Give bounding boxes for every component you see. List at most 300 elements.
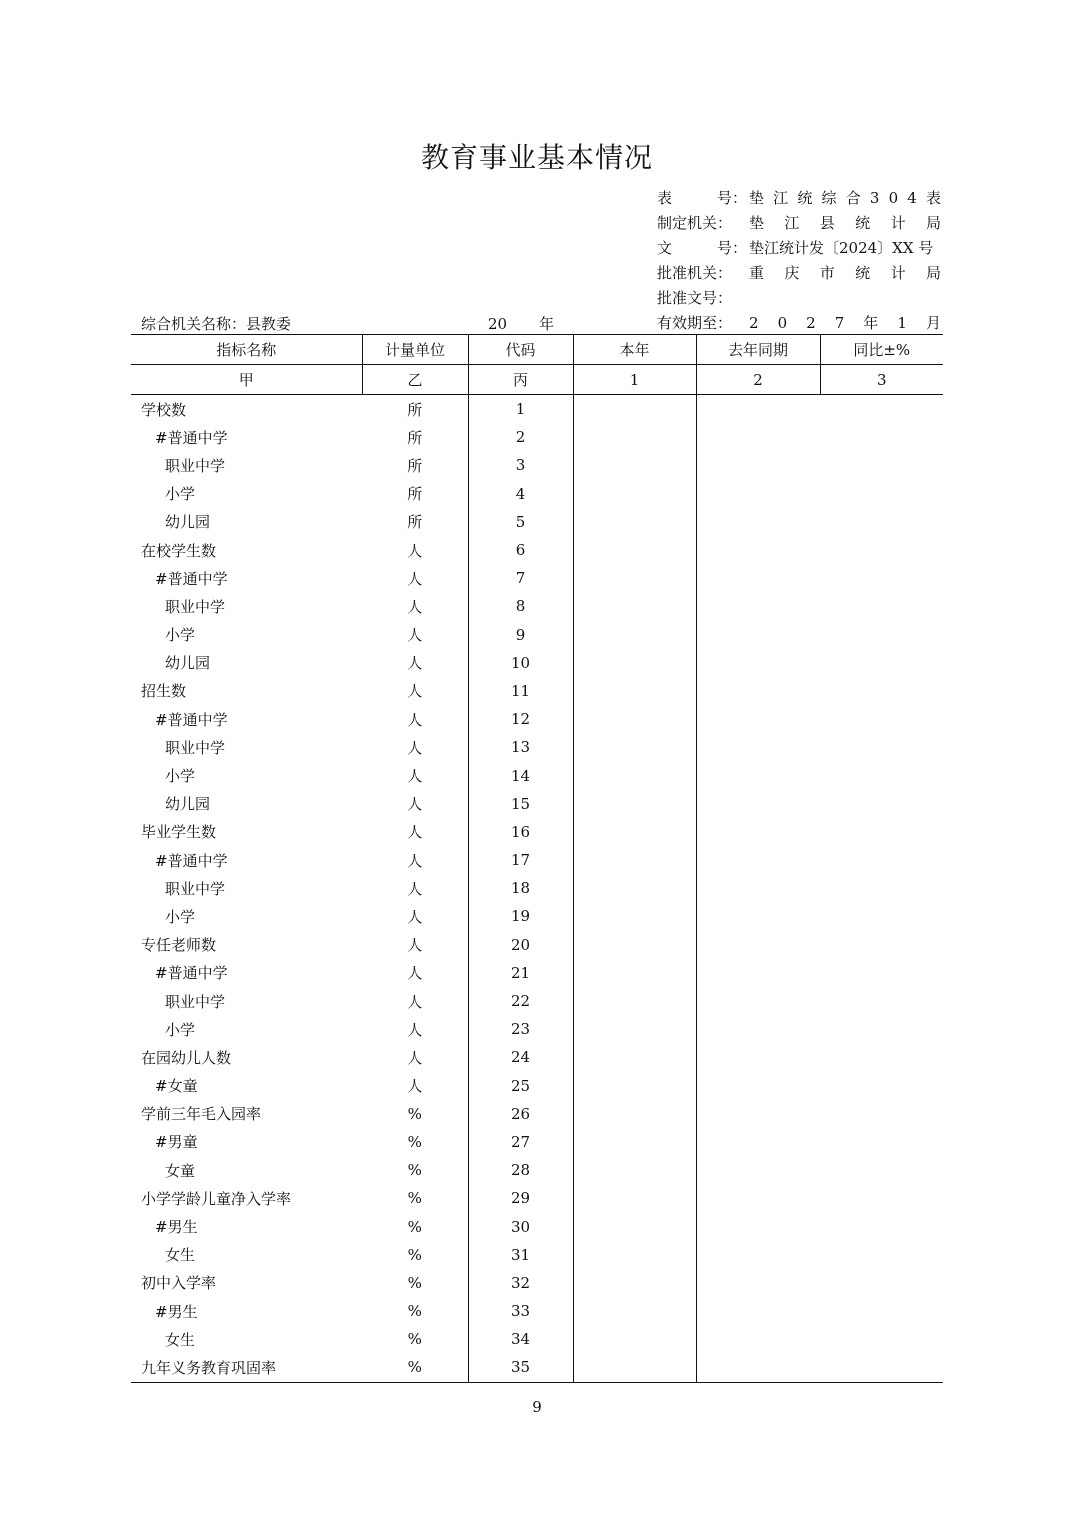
meta-value-part: 计 (890, 214, 906, 232)
indicator-name-cell: #普通中学 (155, 428, 228, 447)
this-year-cell (573, 451, 696, 479)
indicator-name-cell: 学前三年毛入园率 (141, 1105, 262, 1124)
yoy-cell (820, 902, 943, 930)
this-year-cell (573, 959, 696, 987)
yoy-cell (820, 592, 943, 620)
yoy-cell (820, 564, 943, 592)
meta-label (657, 311, 747, 335)
meta-value-part: 庆 (784, 264, 800, 282)
unit-cell: 人 (407, 710, 423, 729)
yoy-cell (820, 1184, 943, 1212)
code-cell: 5 (468, 508, 573, 536)
this-year-cell (573, 1156, 696, 1184)
meta-value-part: 1 (897, 314, 907, 332)
last-year-cell (696, 423, 820, 451)
last-year-cell (696, 621, 820, 649)
header-indicator-name: 指标名称 (131, 335, 362, 365)
code-cell: 25 (468, 1072, 573, 1100)
indicator-name-cell: 女童 (165, 1161, 196, 1180)
code-cell: 30 (468, 1212, 573, 1240)
yoy-cell (820, 931, 943, 959)
last-year-cell (696, 1184, 820, 1212)
unit-cell: 人 (407, 795, 423, 814)
unit-cell: % (407, 1217, 422, 1236)
this-year-cell (573, 1212, 696, 1240)
yoy-cell (820, 846, 943, 874)
meta-row (657, 186, 941, 210)
meta-value-part: 综 (821, 189, 837, 207)
code-cell: 2 (468, 423, 573, 451)
table-row (131, 423, 943, 451)
yoy-cell (820, 1269, 943, 1297)
meta-label-part: 批准文号： (657, 289, 733, 307)
table-row (131, 1100, 943, 1128)
meta-row (657, 286, 941, 310)
table-row (131, 621, 943, 649)
table-row (131, 677, 943, 705)
yoy-cell (820, 1100, 943, 1128)
last-year-cell (696, 902, 820, 930)
code-cell: 29 (468, 1184, 573, 1212)
last-year-cell (696, 1353, 820, 1382)
indicator-name-cell: 小学学龄儿童净入学率 (141, 1189, 292, 1208)
table-row (131, 790, 943, 818)
indicator-name-cell: 学校数 (141, 400, 187, 419)
meta-value (749, 311, 941, 335)
yoy-cell (820, 790, 943, 818)
table-row (131, 1269, 943, 1297)
yoy-cell (820, 705, 943, 733)
last-year-cell (696, 1297, 820, 1325)
table-row (131, 1212, 943, 1240)
code-cell: 3 (468, 451, 573, 479)
unit-cell: 人 (407, 936, 423, 955)
code-cell: 35 (468, 1353, 573, 1382)
code-cell: 18 (468, 874, 573, 902)
meta-value-part: 计 (890, 264, 906, 282)
meta-label-part: 号： (716, 189, 747, 207)
yoy-cell (820, 1128, 943, 1156)
yoy-cell (820, 508, 943, 536)
this-year-cell (573, 1269, 696, 1297)
this-year-cell (573, 1297, 696, 1325)
header-last-year: 去年同期 (696, 335, 820, 365)
table-row (131, 1043, 943, 1071)
indicator-name-cell: 职业中学 (165, 597, 226, 616)
unit-cell: 人 (407, 992, 423, 1011)
last-year-cell (696, 451, 820, 479)
yoy-cell (820, 1015, 943, 1043)
indicator-name-cell: 小学 (165, 767, 196, 786)
table-body (131, 395, 943, 1383)
header-this-year: 本年 (573, 335, 696, 365)
indicator-name-cell: 职业中学 (165, 456, 226, 475)
meta-row (657, 311, 941, 335)
unit-cell: 人 (407, 738, 423, 757)
this-year-cell (573, 536, 696, 564)
table-row (131, 1184, 943, 1212)
yoy-cell (820, 818, 943, 846)
meta-value (749, 186, 941, 210)
table-row (131, 1241, 943, 1269)
yoy-cell (820, 423, 943, 451)
table-row (131, 733, 943, 761)
unit-cell: % (407, 1189, 422, 1208)
this-year-cell (573, 1184, 696, 1212)
this-year-cell (573, 733, 696, 761)
meta-value-part: 2 (749, 314, 759, 332)
this-year-cell (573, 1325, 696, 1353)
unit-cell: 人 (407, 1020, 423, 1039)
page-title: 教育事业基本情况 (420, 141, 653, 174)
meta-value (749, 211, 941, 235)
meta-value-part: 2 (806, 314, 816, 332)
indicator-name-cell: 在校学生数 (141, 541, 217, 560)
meta-label-part: 号： (716, 239, 747, 257)
yoy-cell (820, 1297, 943, 1325)
unit-cell: % (407, 1104, 422, 1123)
last-year-cell (696, 733, 820, 761)
unit-cell: 人 (407, 879, 423, 898)
this-year-cell (573, 1043, 696, 1071)
this-year-cell (573, 761, 696, 789)
last-year-cell (696, 818, 820, 846)
header-yoy: 同比±% (820, 335, 943, 365)
table-row (131, 1072, 943, 1100)
unit-cell: 人 (407, 823, 423, 842)
this-year-cell (573, 480, 696, 508)
indicator-name-cell: 在园幼儿人数 (141, 1048, 232, 1067)
last-year-cell (696, 1269, 820, 1297)
last-year-cell (696, 846, 820, 874)
subheader-col-1: 1 (573, 365, 696, 395)
year-prefix: 20 (488, 315, 508, 333)
indicator-name-cell: 九年义务教育巩固率 (131, 1353, 362, 1382)
code-cell: 22 (468, 987, 573, 1015)
meta-value-part: 年 (863, 314, 879, 332)
table-row (131, 536, 943, 564)
last-year-cell (696, 705, 820, 733)
this-year-cell (573, 846, 696, 874)
subheader-yi: 乙 (362, 365, 468, 395)
last-year-cell (696, 592, 820, 620)
indicator-name-cell: 职业中学 (165, 992, 226, 1011)
unit-cell: % (407, 1245, 422, 1264)
indicator-name-cell: 幼儿园 (165, 795, 211, 814)
meta-label-part: 制定机关： (657, 214, 733, 232)
table-row (131, 902, 943, 930)
header-code: 代码 (468, 335, 573, 365)
this-year-cell (573, 1100, 696, 1128)
last-year-cell (696, 564, 820, 592)
last-year-cell (696, 1015, 820, 1043)
this-year-cell (573, 592, 696, 620)
table-row (131, 1353, 943, 1382)
header-unit: 计量单位 (362, 335, 468, 365)
yoy-cell (820, 1325, 943, 1353)
code-cell: 10 (468, 649, 573, 677)
last-year-cell (696, 874, 820, 902)
this-year-cell (573, 564, 696, 592)
code-cell: 33 (468, 1297, 573, 1325)
meta-value-part: 局 (925, 264, 941, 282)
code-cell: 4 (468, 480, 573, 508)
last-year-cell (696, 790, 820, 818)
this-year-cell (573, 931, 696, 959)
last-year-cell (696, 931, 820, 959)
this-year-cell (573, 508, 696, 536)
code-cell: 6 (468, 536, 573, 564)
code-cell: 23 (468, 1015, 573, 1043)
indicator-name-cell: 职业中学 (165, 738, 226, 757)
table-row (131, 508, 943, 536)
yoy-cell (820, 395, 943, 424)
last-year-cell (696, 536, 820, 564)
indicator-name-cell: #男童 (155, 1133, 198, 1152)
meta-value-part: 合 (845, 189, 861, 207)
indicator-name-cell: 职业中学 (165, 879, 226, 898)
table-row (131, 874, 943, 902)
table-row (131, 451, 943, 479)
unit-cell: 所 (407, 456, 423, 475)
indicator-name-cell: 女生 (165, 1246, 196, 1265)
table-row (131, 1015, 943, 1043)
unit-cell: 人 (407, 654, 423, 673)
meta-label (657, 186, 747, 210)
unit-cell: 人 (407, 682, 423, 701)
meta-value-part: 垫江统计发〔2024〕XX 号 (749, 239, 934, 257)
this-year-cell (573, 902, 696, 930)
code-cell: 11 (468, 677, 573, 705)
meta-label-part: 表 (657, 189, 673, 207)
indicator-name-cell: 小学 (165, 1020, 196, 1039)
yoy-cell (820, 987, 943, 1015)
meta-row (657, 261, 941, 285)
code-cell: 28 (468, 1156, 573, 1184)
organization-label: 综合机关名称：县教委 (141, 315, 292, 333)
this-year-cell (573, 1353, 696, 1382)
unit-cell: 所 (407, 428, 423, 447)
indicator-name-cell: 小学 (165, 485, 196, 504)
meta-value-part: 局 (925, 214, 941, 232)
last-year-cell (696, 1100, 820, 1128)
meta-label (657, 261, 747, 285)
meta-value-part: 县 (819, 214, 835, 232)
indicator-name-cell: 小学 (165, 907, 196, 926)
last-year-cell (696, 1128, 820, 1156)
last-year-cell (696, 1043, 820, 1071)
yoy-cell (820, 480, 943, 508)
last-year-cell (696, 1241, 820, 1269)
indicator-name-cell: 毕业学生数 (141, 823, 217, 842)
yoy-cell (820, 536, 943, 564)
yoy-cell (820, 1043, 943, 1071)
meta-value-part: 市 (819, 264, 835, 282)
page-number: 9 (532, 1398, 542, 1416)
meta-value (749, 261, 941, 285)
code-cell: 17 (468, 846, 573, 874)
indicator-name-cell: #男生 (155, 1302, 198, 1321)
yoy-cell (820, 1241, 943, 1269)
yoy-cell (820, 1072, 943, 1100)
code-cell: 19 (468, 902, 573, 930)
unit-cell: 人 (407, 964, 423, 983)
meta-value-part: 统 (855, 214, 871, 232)
meta-value-part: 3 (869, 189, 880, 207)
statistics-table (131, 334, 943, 1383)
last-year-cell (696, 480, 820, 508)
table-row (131, 1297, 943, 1325)
yoy-cell (820, 959, 943, 987)
last-year-cell (696, 508, 820, 536)
this-year-cell (573, 1072, 696, 1100)
this-year-cell (573, 987, 696, 1015)
last-year-cell (696, 1325, 820, 1353)
unit-cell: 所 (407, 485, 423, 504)
table-row (131, 1156, 943, 1184)
code-cell: 32 (468, 1269, 573, 1297)
table-row (131, 592, 943, 620)
last-year-cell (696, 959, 820, 987)
table-row (131, 761, 943, 789)
table-row (131, 987, 943, 1015)
indicator-name-cell: #普通中学 (155, 851, 228, 870)
this-year-cell (573, 790, 696, 818)
this-year-cell (573, 705, 696, 733)
unit-cell: 人 (407, 541, 423, 560)
header-row (131, 335, 943, 365)
unit-cell: % (407, 1161, 422, 1180)
last-year-cell (696, 1156, 820, 1184)
last-year-cell (696, 987, 820, 1015)
meta-label-part: 有效期至： (657, 314, 733, 332)
unit-cell: % (407, 1273, 422, 1292)
meta-value-part: 表 (925, 189, 941, 207)
indicator-name-cell: 幼儿园 (165, 654, 211, 673)
code-cell: 21 (468, 959, 573, 987)
last-year-cell (696, 1072, 820, 1100)
indicator-name-cell: #普通中学 (155, 964, 228, 983)
last-year-cell (696, 395, 820, 424)
this-year-cell (573, 1128, 696, 1156)
table-row (131, 649, 943, 677)
unit-cell: 人 (407, 767, 423, 786)
table-row (131, 931, 943, 959)
this-year-cell (573, 423, 696, 451)
report-year (488, 313, 554, 334)
meta-value-part: 4 (907, 189, 917, 207)
meta-value-part: 统 (797, 189, 813, 207)
table-row (131, 846, 943, 874)
code-cell: 15 (468, 790, 573, 818)
this-year-cell (573, 874, 696, 902)
indicator-name-cell: #普通中学 (155, 569, 228, 588)
code-cell: 14 (468, 761, 573, 789)
meta-value-part: 重 (749, 264, 765, 282)
this-year-cell (573, 1241, 696, 1269)
meta-value-part: 月 (925, 314, 941, 332)
this-year-cell (573, 621, 696, 649)
meta-value-part: 江 (784, 214, 800, 232)
code-cell: 31 (468, 1241, 573, 1269)
table-row (131, 1325, 943, 1353)
unit-cell: 人 (407, 569, 423, 588)
table-row (131, 818, 943, 846)
unit-cell: % (407, 1330, 422, 1349)
yoy-cell (820, 874, 943, 902)
table-row (131, 395, 943, 424)
meta-value-part: 垫 (749, 214, 765, 232)
yoy-cell (820, 1212, 943, 1240)
subheader-col-2: 2 (696, 365, 820, 395)
indicator-name-cell: #女童 (155, 1077, 198, 1096)
indicator-name-cell: 初中入学率 (141, 1274, 217, 1293)
unit-cell: 人 (407, 907, 423, 926)
code-cell: 12 (468, 705, 573, 733)
code-cell: 16 (468, 818, 573, 846)
meta-label-part: 批准机关： (657, 264, 733, 282)
indicator-name-cell: 招生数 (141, 682, 187, 701)
meta-value-part: 垫 (749, 189, 765, 207)
indicator-name-cell: 小学 (165, 626, 196, 645)
table-row (131, 480, 943, 508)
indicator-name-cell: 幼儿园 (165, 513, 211, 532)
unit-cell: % (362, 1353, 468, 1382)
subheader-jia: 甲 (131, 365, 362, 395)
this-year-cell (573, 649, 696, 677)
yoy-cell (820, 621, 943, 649)
code-cell: 20 (468, 931, 573, 959)
meta-label (657, 286, 747, 310)
unit-cell: 人 (407, 597, 423, 616)
yoy-cell (820, 761, 943, 789)
meta-value-part: 统 (855, 264, 871, 282)
unit-cell: % (407, 1132, 422, 1151)
last-year-cell (696, 1212, 820, 1240)
meta-value-part: 江 (773, 189, 789, 207)
meta-label-part: 文 (657, 239, 673, 257)
unit-cell: % (407, 1302, 422, 1321)
subheader-col-3: 3 (820, 365, 943, 395)
code-cell: 26 (468, 1100, 573, 1128)
meta-label (657, 236, 747, 260)
year-suffix: 年 (539, 315, 555, 333)
code-cell: 34 (468, 1325, 573, 1353)
meta-value-part: 0 (888, 189, 899, 207)
yoy-cell (820, 677, 943, 705)
unit-cell: 所 (407, 513, 423, 532)
meta-label (657, 211, 747, 235)
unit-cell: 人 (407, 1077, 423, 1096)
code-cell: 7 (468, 564, 573, 592)
yoy-cell (820, 1353, 943, 1382)
table-row (131, 705, 943, 733)
code-cell: 1 (468, 395, 573, 424)
indicator-name-cell: 女生 (165, 1330, 196, 1349)
meta-row (657, 211, 941, 235)
indicator-name-cell: #普通中学 (155, 710, 228, 729)
meta-value (749, 236, 941, 260)
subheader-row (131, 365, 943, 395)
code-cell: 8 (468, 592, 573, 620)
meta-value-part: 7 (834, 314, 845, 332)
indicator-name-cell: 专任老师数 (141, 936, 217, 955)
code-cell: 9 (468, 621, 573, 649)
table-row (131, 959, 943, 987)
table-row (131, 564, 943, 592)
yoy-cell (820, 1156, 943, 1184)
yoy-cell (820, 451, 943, 479)
